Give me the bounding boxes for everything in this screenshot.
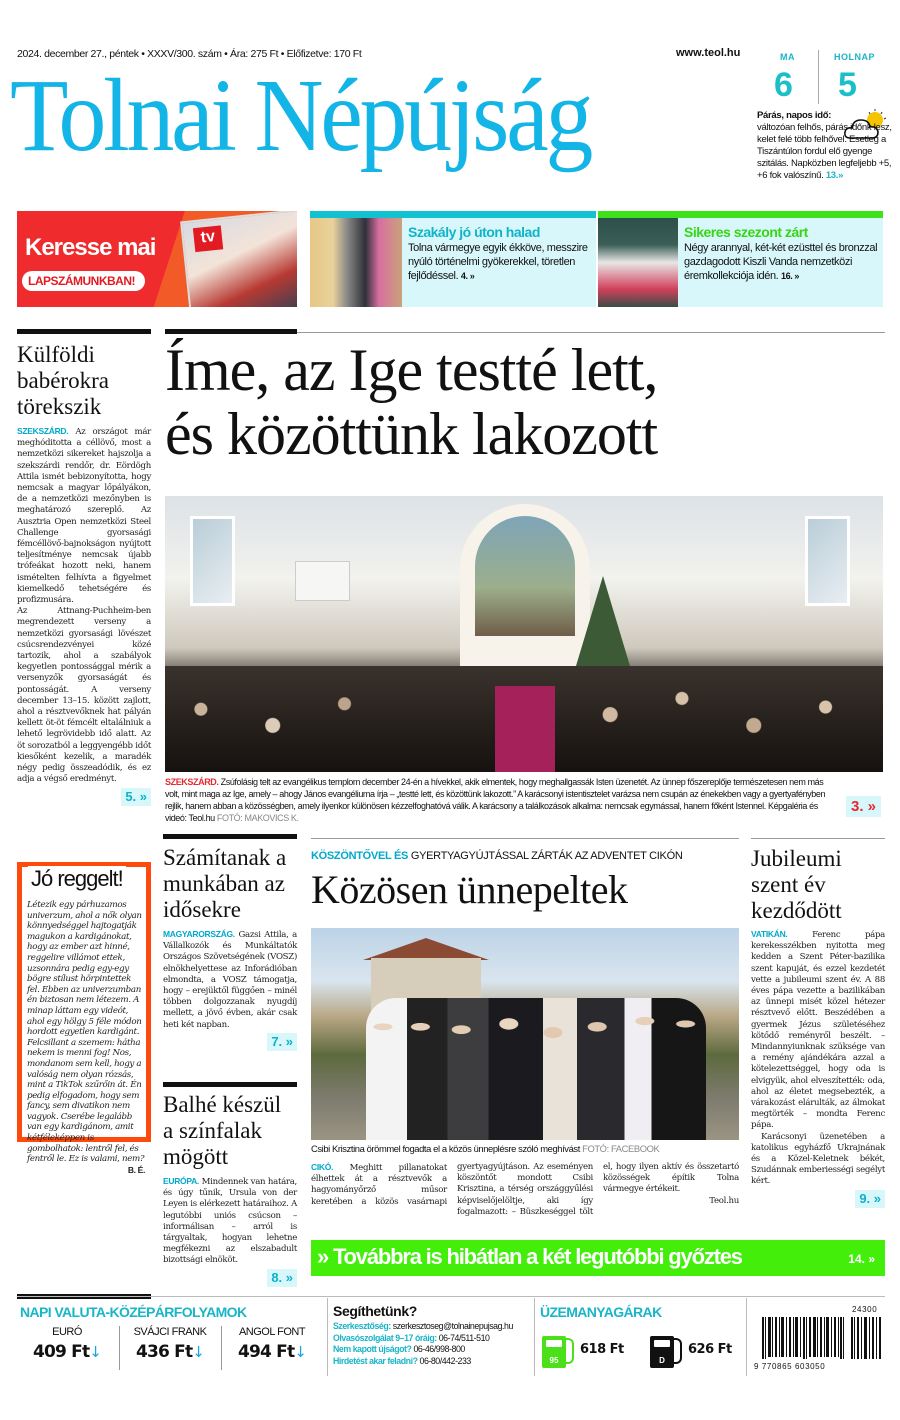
christmas-tree	[573, 576, 633, 676]
currency-gbp	[222, 1326, 322, 1362]
tv-logo-icon: tv	[193, 225, 223, 252]
center-kicker-highlight: KÖSZÖNTŐVEL ÉS	[311, 850, 409, 862]
fuel-title: ÜZEMANYAGÁRAK	[540, 1304, 662, 1320]
currency-name: ANGOL FONT	[238, 1326, 306, 1338]
lead-page-ref[interactable]: 3. »	[846, 796, 881, 817]
section-rule	[163, 834, 297, 839]
issue-dateline: 2024. december 27., péntek • XXXV/300. szám • Ára: 275 Ft • Előfizetve: 170 Ft	[17, 48, 362, 60]
fuel-diesel-price: 626 Ft	[688, 1342, 732, 1357]
mid-article-2-page-ref[interactable]: 8. »	[267, 1269, 297, 1287]
house-roof	[363, 938, 489, 960]
teaser-title: Szakály jó úton halad	[408, 224, 540, 240]
arrow-down-icon: ↓	[89, 1343, 102, 1361]
currency-eur	[17, 1326, 117, 1362]
group-of-people	[366, 998, 706, 1140]
fuel-type: D	[659, 1356, 665, 1365]
mid-article-1-headline: Számítanak a munkában az idősekre	[163, 845, 287, 922]
fuel-95-pump-icon	[542, 1334, 576, 1370]
teaser-szakaly[interactable]	[310, 211, 596, 307]
sports-teaser-banner[interactable]	[311, 1240, 885, 1276]
weather-forecast	[757, 122, 892, 182]
center-caption	[311, 1143, 739, 1155]
help-value[interactable]: 06-74/511-510	[438, 1332, 490, 1343]
currency-title: NAPI VALUTA-KÖZÉPÁRFOLYAMOK	[20, 1304, 247, 1320]
teaser-kiszli[interactable]	[598, 211, 883, 307]
weather-tomorrow-label: HOLNAP	[834, 52, 875, 62]
center-source: Teol.hu	[709, 1195, 739, 1206]
weather-page-ref[interactable]: 13.»	[825, 170, 844, 181]
currency-name: EURÓ	[52, 1326, 82, 1338]
help-value[interactable]: 06-80/442-233	[419, 1355, 471, 1366]
right-article-body	[751, 929, 885, 1188]
help-value[interactable]: 06-46/998-800	[413, 1344, 465, 1354]
promo-pill: LAPSZÁMUNKBAN!	[22, 271, 145, 291]
left-article-p2: Az Attnang-Puchheim-ben megrendezett verseny a nemzetközi gyorsasági lövészet csúcsrendezvényei közé tartozik, ahol a szabályok kegyetlen pontossággal mérik a versenyzők gyorsaságát és pontosságát. A verseny december 13–15. között zajlott, ahol a résztvevőknek hat pályán kellett öt-öt fémcélt eltalálniuk a lehető legrövidebb idő alatt. Az öt sorozatból a leggyengébb időt kiesőként kezelik, a maradék négy pedig összeadódik, és ez adja a végső eredményt.	[17, 606, 151, 785]
center-kicker	[311, 850, 682, 862]
lead-caption	[165, 776, 837, 824]
teaser-photo	[310, 218, 402, 307]
fuel-diesel-pump-icon	[650, 1334, 684, 1370]
mid-article-1-text: Gazsi Attila, a Vállalkozók és Munkáltatók Országos Szövetségének (VOSZ) elnökhelyettese az Inforádióban elmondta, a VOSZ támogatja, hogy – erejüktől függően – minél többen dolgozzanak nyugdíj mellett, a jövő évben, akár csak heti két napban.	[163, 930, 297, 1030]
footer-divider	[327, 1298, 328, 1376]
help-label: Szerkesztőség:	[333, 1321, 391, 1331]
section-rule	[163, 1082, 297, 1087]
mid-article-1-page-ref[interactable]: 7. »	[267, 1033, 297, 1051]
sports-teaser-text: » Továbbra is hibátlan a két legutóbbi győztes	[317, 1244, 742, 1269]
teaser-text: Tolna vármegye egyik ékköve, messzire nyúló történelmi gyökerekkel, töretlen fejlődéssel.	[408, 242, 588, 282]
right-article-headline: Jubileumi szent év kezdődött	[751, 846, 842, 923]
arrow-down-icon: ↓	[294, 1343, 307, 1361]
center-caption-text: Csibi Krisztina örömmel fogadta el a közös ünneplésre szóló meghívást	[311, 1143, 580, 1154]
help-value[interactable]: szerkesztoseg@tolnainepujsag.hu	[392, 1321, 513, 1331]
right-article-page-ref[interactable]: 9. »	[855, 1190, 885, 1208]
teaser-text: Négy arannyal, két-két ezüsttel és bronzzal gazdagodott Kiszli Vanda nemzetközi éremkollekciója idén.	[684, 242, 878, 282]
teaser-accent-bar	[310, 211, 596, 218]
projection-screen	[295, 561, 350, 601]
column-text: Létezik egy párhuzamos univerzum, ahol a nők olyan könnyedséggel hajtogatják magukon a kardigánokat, hogy az ember azt hinné, reggelire villámot ettek, uzsonnára pedig egy-egy bögre stílust hörpintettek fel. Ebben az univerzumban én biztosan nem létezem. A minap láttam egy videót, ahol egy hölgy 5 féle módon hordott egyetlen kardigánt. Felcsillant a szemem: hátha nekem is menni fog! Nos, mondanom sem kell, hogy a valóság nem olyan rózsás, mint a TikTok szűrőin át. Én pedig elfogadom, hogy sem fancy, sem divatikon nem vagyok. Cserébe legalább van egy kardigánom, amit kétféleképpen is gombolhatok: lentről fel, és fentről le. Ez is valami, nem?	[27, 900, 145, 1165]
right-article-p1: Ferenc pápa kerekesszékben nyitotta meg kedden a Szent Péter-bazilika szent kapuját, és ezzel kezdetét vette a jubileumi szent év. A 88 éves pápa vezette a bazilikában az ünnepi misét közel hétezer résztvevő előtt. Beszédében a gyermek Jézus születéséhez kötődő reményről beszélt. – Mindannyiunknak szüksége van a remény ajándékára azzal a kötelezettséggel, hogy oda is elvigyük, ahol elveszítették: oda, ahol az életet megsebezték, a várakozást elárulták, az álmokat megtörték – mondta Ferenc pápa.	[751, 930, 885, 1131]
currency-value: 436 Ft	[135, 1342, 193, 1362]
mid-article-2-body	[163, 1176, 297, 1267]
mid-article-2-headline: Balhé készül a színfalak mögött	[163, 1092, 282, 1169]
lead-photo-credit: FOTÓ: MAKOVICS K.	[216, 813, 299, 823]
left-article-block	[17, 426, 151, 806]
altar-painting	[475, 516, 575, 636]
help-title: Segíthetünk?	[333, 1303, 417, 1319]
column-body	[27, 900, 145, 1175]
footer-rule	[17, 1296, 885, 1297]
help-label: Olvasószolgálat 9–17 óráig:	[333, 1332, 437, 1343]
sports-teaser-page-ref[interactable]: 14. »	[848, 1252, 875, 1266]
newspaper-title: Tolnai Népújság	[10, 58, 591, 173]
church-service-photo	[165, 496, 883, 772]
right-article-block	[751, 929, 885, 1208]
teaser-accent-bar	[598, 211, 883, 218]
lead-caption-text: Zsúfolásig telt az evangélikus templom december 24-én a hívekkel, akik elmentek, hogy meghallgassák Isten üzenetét. Az ünnep főszereplője természetesen nem más volt, mint maga az Ige, amely – ahogy János evangéliuma írja – „testté lett, és közöttünk lakozott.” A karácsonyi istentisztelet varázsa nem csupán az énekekben vagy a gyertyafényben rejlik, hanem abban a közösségben, amely ilyenkor különösen kézzelfoghatóvá válik. A karácsony a találkozások alkalma: nemcsak egymással, hanem főként Istennel. Képgaléria és videó: Teol.hu	[165, 777, 826, 823]
center-body	[311, 1162, 739, 1218]
teaser-page-ref[interactable]: 4. »	[460, 271, 475, 281]
website-link[interactable]: www.teol.hu	[676, 47, 741, 59]
right-article-page-ref-wrap	[751, 1190, 885, 1208]
fuel-type: 95	[549, 1356, 559, 1365]
promo-title: Keresse mai	[25, 234, 156, 261]
left-article-p1: Az országot már meghóditotta a céllövő, most a nemzetközi sikereket hajszolja a szekszárdi rendőr, dr. Eördögh Attila ismét bebizonyította, hogy nemcsak a magyar lőpályákon, de a nemzetközi mezőnyben is meghatározó szereplő. Az Ausztria Open nemzetközi Steel Challenge gyorsasági fémcéllövő-bajnokságon nyújtott teljesítménye nemcsak újabb trófeákat hozott neki, hanem ismételten felhívta a figyelmet kiemelkedő tehetségére és profizmusára.	[17, 427, 151, 606]
center-text: Meghitt pillanatokat élhettek át a résztvevők a hagyományőrző műsor keretében a közös vasárnapi gyertyagyújtáson. Az eseményen köszöntőt mondott Csibi Krisztina, a térség országgyűlési képviselőjelöltje, aki így fogalmazott: – Büszkeséggel tölt el, hogy ilyen aktív és összetartó közösségek építik Tolna vármegye értékeit.	[311, 1162, 739, 1217]
section-rule	[17, 329, 151, 334]
mid-article-1-dateline: MAGYARORSZÁG.	[163, 929, 235, 939]
currency-name: SVÁJCI FRANK	[133, 1326, 207, 1338]
help-label: Hirdetést akar feladni?	[333, 1355, 418, 1366]
lead-headline-line2: és közöttünk lakozott	[165, 401, 658, 467]
section-rule-thin	[751, 838, 885, 839]
left-article-body	[17, 426, 151, 786]
fuel-95-price: 618 Ft	[580, 1342, 624, 1357]
barcode-number: 9 770865 603050	[754, 1362, 826, 1371]
mid-article-1-page-ref-wrap	[163, 1033, 297, 1051]
currency-chf	[120, 1326, 220, 1362]
help-label: Nem kapott újságot?	[333, 1344, 412, 1354]
mid-article-1-body	[163, 929, 297, 1031]
church-window	[190, 516, 235, 606]
help-row	[333, 1321, 531, 1333]
barcode	[754, 1303, 886, 1375]
church-window	[805, 516, 850, 606]
center-kicker-rest: GYERTYAGYÚJTÁSSAL ZÁRTÁK AZ ADVENTET CIKÓN	[410, 850, 683, 862]
weather-divider	[818, 50, 819, 104]
weather-headline: Párás, napos idő:	[757, 110, 832, 121]
weather-today-label: MA	[780, 52, 795, 62]
right-article-p2: Karácsonyi üzenetében a katolikus egyházfő Ukrajnának és a Közel-Keletnek békét, Szudánnak emberiességi segélyt kért.	[751, 1131, 885, 1187]
column-title: Jó reggelt!	[28, 866, 126, 892]
mid-article-2-block	[163, 1176, 297, 1287]
lead-headline-line1: Íme, az Ige testté lett,	[165, 337, 658, 403]
barcode-addon: 24300	[852, 1305, 878, 1314]
right-article-dateline: VATIKÁN.	[751, 929, 788, 939]
footer-divider	[534, 1298, 535, 1376]
red-carpet-aisle	[495, 686, 555, 772]
help-row	[333, 1344, 531, 1356]
center-photo-credit: FOTÓ: FACEBOOK	[582, 1143, 660, 1154]
mid-article-2-text: Mindennek van határa, és úgy tűnik, Ursula von der Leyen is elérkezett határaihoz. A legutóbbi uniós csúcson – informálisan – arról is tárgyaltak, hogyan lehetne megfékezni az elszabadult bizottsági elnököt.	[163, 1177, 297, 1266]
mid-article-2-page-ref-wrap	[163, 1269, 297, 1287]
mid-article-1-block	[163, 929, 297, 1051]
lead-page-ref-wrap	[846, 796, 881, 817]
weather-today-temp: 6	[774, 66, 793, 104]
column-signature: B. É.	[127, 1164, 145, 1175]
arrow-down-icon: ↓	[192, 1343, 205, 1361]
section-rule-thin	[297, 332, 885, 333]
lead-caption-dateline: SZEKSZÁRD.	[165, 777, 219, 787]
left-article-headline: Külföldi babérokra törekszik	[17, 342, 109, 419]
help-contacts	[333, 1321, 531, 1367]
help-row	[333, 1333, 531, 1345]
section-rule-thin	[311, 838, 739, 839]
teaser-photo	[598, 218, 678, 307]
weather-text: változóan felhős, párás időnk lesz, kelet felé több felhővel. Esetleg a Tiszántúlon fordul elő gyenge szitálás. Napközben legfeljebb +5, +6 fok valószínű.	[757, 122, 892, 181]
currency-value: 409 Ft	[32, 1342, 90, 1362]
section-rule	[165, 329, 297, 334]
lead-headline	[165, 338, 885, 466]
weather-tomorrow-temp: 5	[838, 66, 857, 104]
group-photo	[311, 928, 739, 1140]
teaser-page-ref[interactable]: 16. »	[780, 271, 800, 281]
center-headline: Közösen ünnepeltek	[311, 867, 628, 912]
tv-magazine-promo[interactable]	[17, 211, 297, 307]
left-article-page-ref-wrap	[17, 788, 151, 806]
help-row	[333, 1356, 531, 1368]
left-article-dateline: SZEKSZÁRD.	[17, 426, 69, 436]
footer-divider	[746, 1298, 747, 1376]
magazine-cover-image	[180, 211, 297, 307]
mid-article-2-dateline: EURÓPA.	[163, 1176, 199, 1186]
left-article-page-ref[interactable]: 5. »	[121, 788, 151, 806]
currency-value: 494 Ft	[237, 1342, 295, 1362]
center-dateline: CIKÓ.	[311, 1162, 334, 1172]
teaser-title: Sikeres szezont zárt	[684, 224, 808, 240]
